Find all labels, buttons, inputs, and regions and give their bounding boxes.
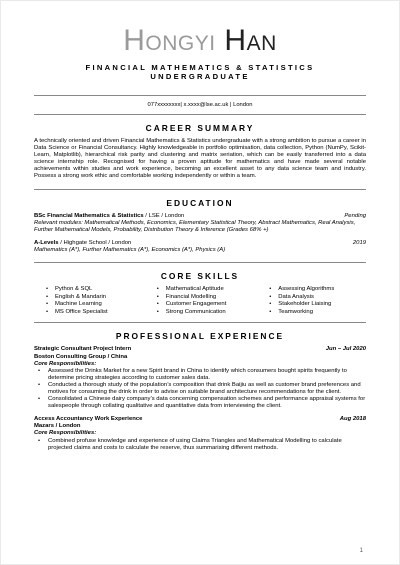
education-item [34,213,366,234]
candidate-name [34,23,366,59]
divider [34,95,366,96]
job-bullets [34,368,366,411]
education-date: 2019 [352,239,366,246]
education-degree: BSc Financial Mathematics & Statistics [34,212,144,219]
job-date: Jun – Jul 2020 [325,346,366,353]
skills-column [269,286,366,316]
job-entry [34,416,366,451]
education-place: / LSE / London [143,212,185,219]
education-details: Mathematics (A*), Further Mathematics (A*), Economics (A*), Physics (A) [34,246,226,253]
education-degree: A-Levels [34,239,59,246]
skill-item: • Mathematical Aptitude [166,286,270,294]
summary-text: A technically oriented and driven Financial Mathematics & Statistics undergraduate with a strong ambition to pursue a career in Data Science or Financial Consultancy. Highly knowledgeable in portfolio optimisation, data collection, Python (NumPy, Scikit-Learn, Matplotlib), hierarchical risk parity and clustering and matrix seriation, which can be easily transferred into a data science internship role. Recognised for having a proven aptitude for mathematics and have made several notable achievements within studies and work experience, becoming an excellent asset to any data science team and industry. Possess a strong work ethic and comfortable working independently or within a team. [34,138,366,180]
education-heading [34,213,184,220]
education-item [34,240,366,254]
skill-item: • Financial Modelling [166,294,270,302]
section-title-experience: PROFESSIONAL EXPERIENCE [115,331,285,342]
job-bullet: • Conducted a thorough study of the population’s composition that drink Baijiu as well as customer brand preferences and motives for consuming the drink in order to advise on suitable brand architecture recommendations for the client. [48,382,366,396]
education-date: Pending [344,212,366,219]
job-date: Aug 2018 [339,416,366,423]
job-bullet: • Combined profuse knowledge and experience of using Claims Triangles and Mathematical Modelling to calculate projected claims and costs to calculate the reserve, thus summarising different methods. [48,438,366,452]
job-responsibilities-label: Core Responsibilities: [34,430,97,437]
skill-item: • Stakeholder Liaising [278,301,366,309]
skills-column [157,286,270,316]
contact-line: 077xxxxxxxx| x.xxxx@lse.ac.uk | London [147,102,253,108]
job-entry [34,346,366,410]
job-company: Boston Consulting Group / China [34,353,128,360]
divider [34,114,366,115]
job-company: Mazars / London [34,423,81,430]
skill-item: • MS Office Specialist [55,309,157,317]
job-bullets [34,438,366,452]
skills-list [46,286,366,316]
education-place: / Highgate School / London [58,239,132,246]
section-title-skills: CORE SKILLS [160,271,240,282]
divider [34,262,366,263]
skill-item: • Customer Engagement [166,301,270,309]
skill-item: • Assessing Algorithms [278,286,366,294]
skill-item: • Python & SQL [55,286,157,294]
skill-item: • Data Analysis [278,294,366,302]
job-responsibilities-label: Core Responsibilities: [34,360,97,367]
divider [34,322,366,323]
skills-column [46,286,157,316]
section-title-education: EDUCATION [166,197,234,208]
job-bullet: • Assessed the Drinks Market for a new Spirit brand in China to identify which consumers bought spirits frequently to determine pricing strategies according to customer sales data. [48,368,366,382]
divider [34,189,366,190]
section-title-summary: CAREER SUMMARY [145,123,255,133]
skill-item: • Strong Communication [166,309,270,317]
last-name: Han [224,24,277,57]
first-name: Hongyi [123,24,216,57]
job-role: Strategic Consultant Project Intern [34,346,132,353]
skill-item: • Teamworking [278,309,366,317]
education-heading [34,240,131,247]
resume-page [1,1,399,564]
skill-item: • English & Mandarin [55,294,157,302]
job-bullet: • Consolidated a Chinese dairy company’s data concerning compensation schemes and performance appraisal systems for salespeople through collating qualitative and quantitative data from interviewing the client. [48,396,366,410]
candidate-subtitle: FINANCIAL MATHEMATICS & STATISTICS UNDERGRADUATE [85,63,315,81]
skill-item: • Machine Learning [55,301,157,309]
page-number: 1 [359,548,363,554]
education-details: Relevant modules: Mathematical Methods, Economics, Elementary Statistical Theory, Abstract Mathematics, Real Analysis, Further Mathematical Models, Probability, Distribution Theory & Inference (Grades 68% +) [34,219,356,233]
job-role: Access Accountancy Work Experience [34,416,143,423]
